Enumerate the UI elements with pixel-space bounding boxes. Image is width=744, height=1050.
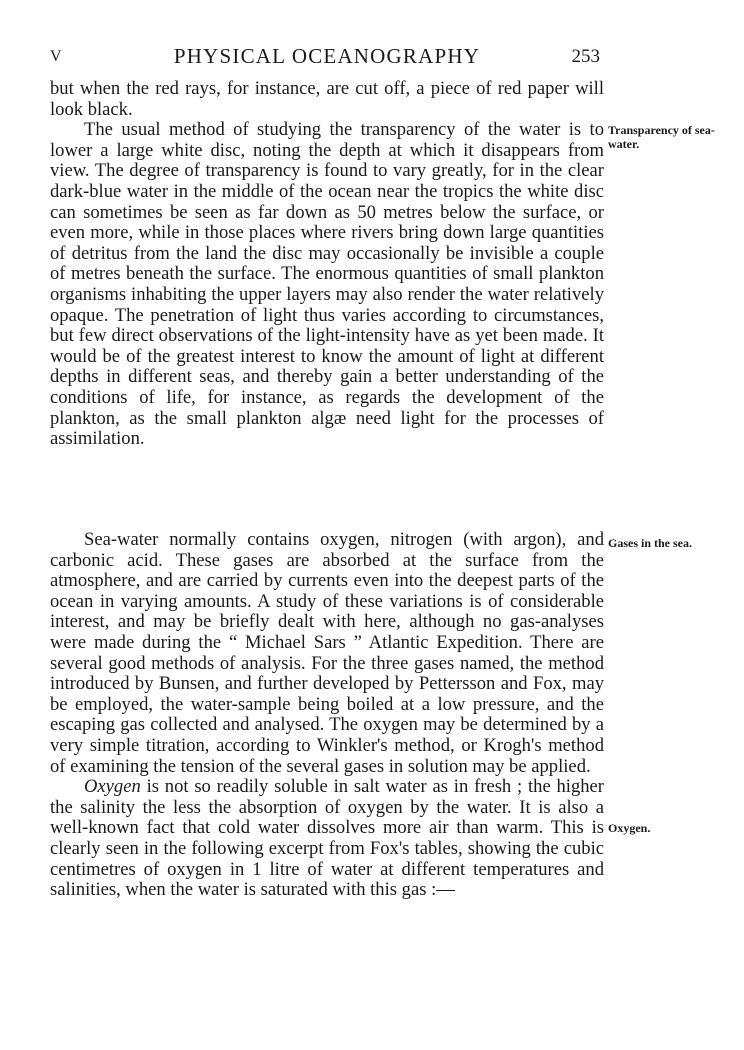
oxygen-paragraph-body: is not so readily soluble in salt water as in fresh ; the higher the salinity the less the absorption of oxygen by the water. It is also a well-known fact that cold water dissolves more air than warm. This is clearly seen in the following excerpt from Fox's tables, showing the cubic centimetres of oxygen in 1 litre of water at different temperatures and salinities, when the water is saturated with this gas :—	[50, 776, 604, 901]
text-block-transparency	[50, 79, 604, 450]
paragraph-continuation: but when the red rays, for instance, are cut off, a piece of red paper will look black.	[50, 78, 604, 120]
chapter-number: V	[50, 48, 62, 65]
text-block-gases	[50, 530, 604, 901]
running-title: PHYSICAL OCEANOGRAPHY	[173, 44, 481, 68]
margin-note-gases: Gases in the sea.	[608, 536, 692, 550]
oxygen-lead-word: Oxygen	[84, 776, 141, 798]
page-header	[50, 44, 604, 74]
paragraph-transparency: The usual method of studying the transparency of the water is to lower a large white disc, noting the depth at which it disappears from view. The degree of transparency is found to vary greatly, for in the clear dark-blue water in the middle of the ocean near the tropics the white disc can sometimes be seen as far down as 50 metres below the surface, or even more, while in those places where rivers bring down large quantities of detritus from the land the disc may occasionally be invisible a couple of metres beneath the surface. The enormous quantities of small plankton organisms inhabiting the upper layers may also render the water relatively opaque. The penetration of light thus varies according to circumstances, but few direct observations of the light-intensity have as yet been made. It would be of the greatest interest to know the amount of light at different depths in different seas, and thereby gain a better understanding of the conditions of life, for instance, as regards the development of the plankton, as the small plankton algæ need light for the processes of assimilation.	[50, 119, 604, 450]
page-number: 253	[571, 46, 600, 67]
margin-note-oxygen: Oxygen.	[608, 821, 651, 835]
paragraph-oxygen	[50, 777, 604, 901]
margin-note-transparency: Transparency of sea-water.	[608, 123, 715, 151]
paragraph-gases: Sea-water normally contains oxygen, nitrogen (with argon), and carbonic acid. These gases are absorbed at the surface from the atmosphere, and are carried by currents even into the deepest parts of the ocean in varying amounts. A study of these variations is of considerable interest, and may be briefly dealt with here, although no gas-analyses were made during the “ Michael Sars ” Atlantic Expedition. There are several good methods of analysis. For the three gases named, the method introduced by Bunsen, and further developed by Pettersson and Fox, may be employed, the water-sample being boiled at a low pressure, and the escaping gas collected and analysed. The oxygen may be determined by a very simple titration, according to Winkler's method, or Krogh's method of examining the tension of the several gases in solution may be applied.	[50, 529, 604, 777]
